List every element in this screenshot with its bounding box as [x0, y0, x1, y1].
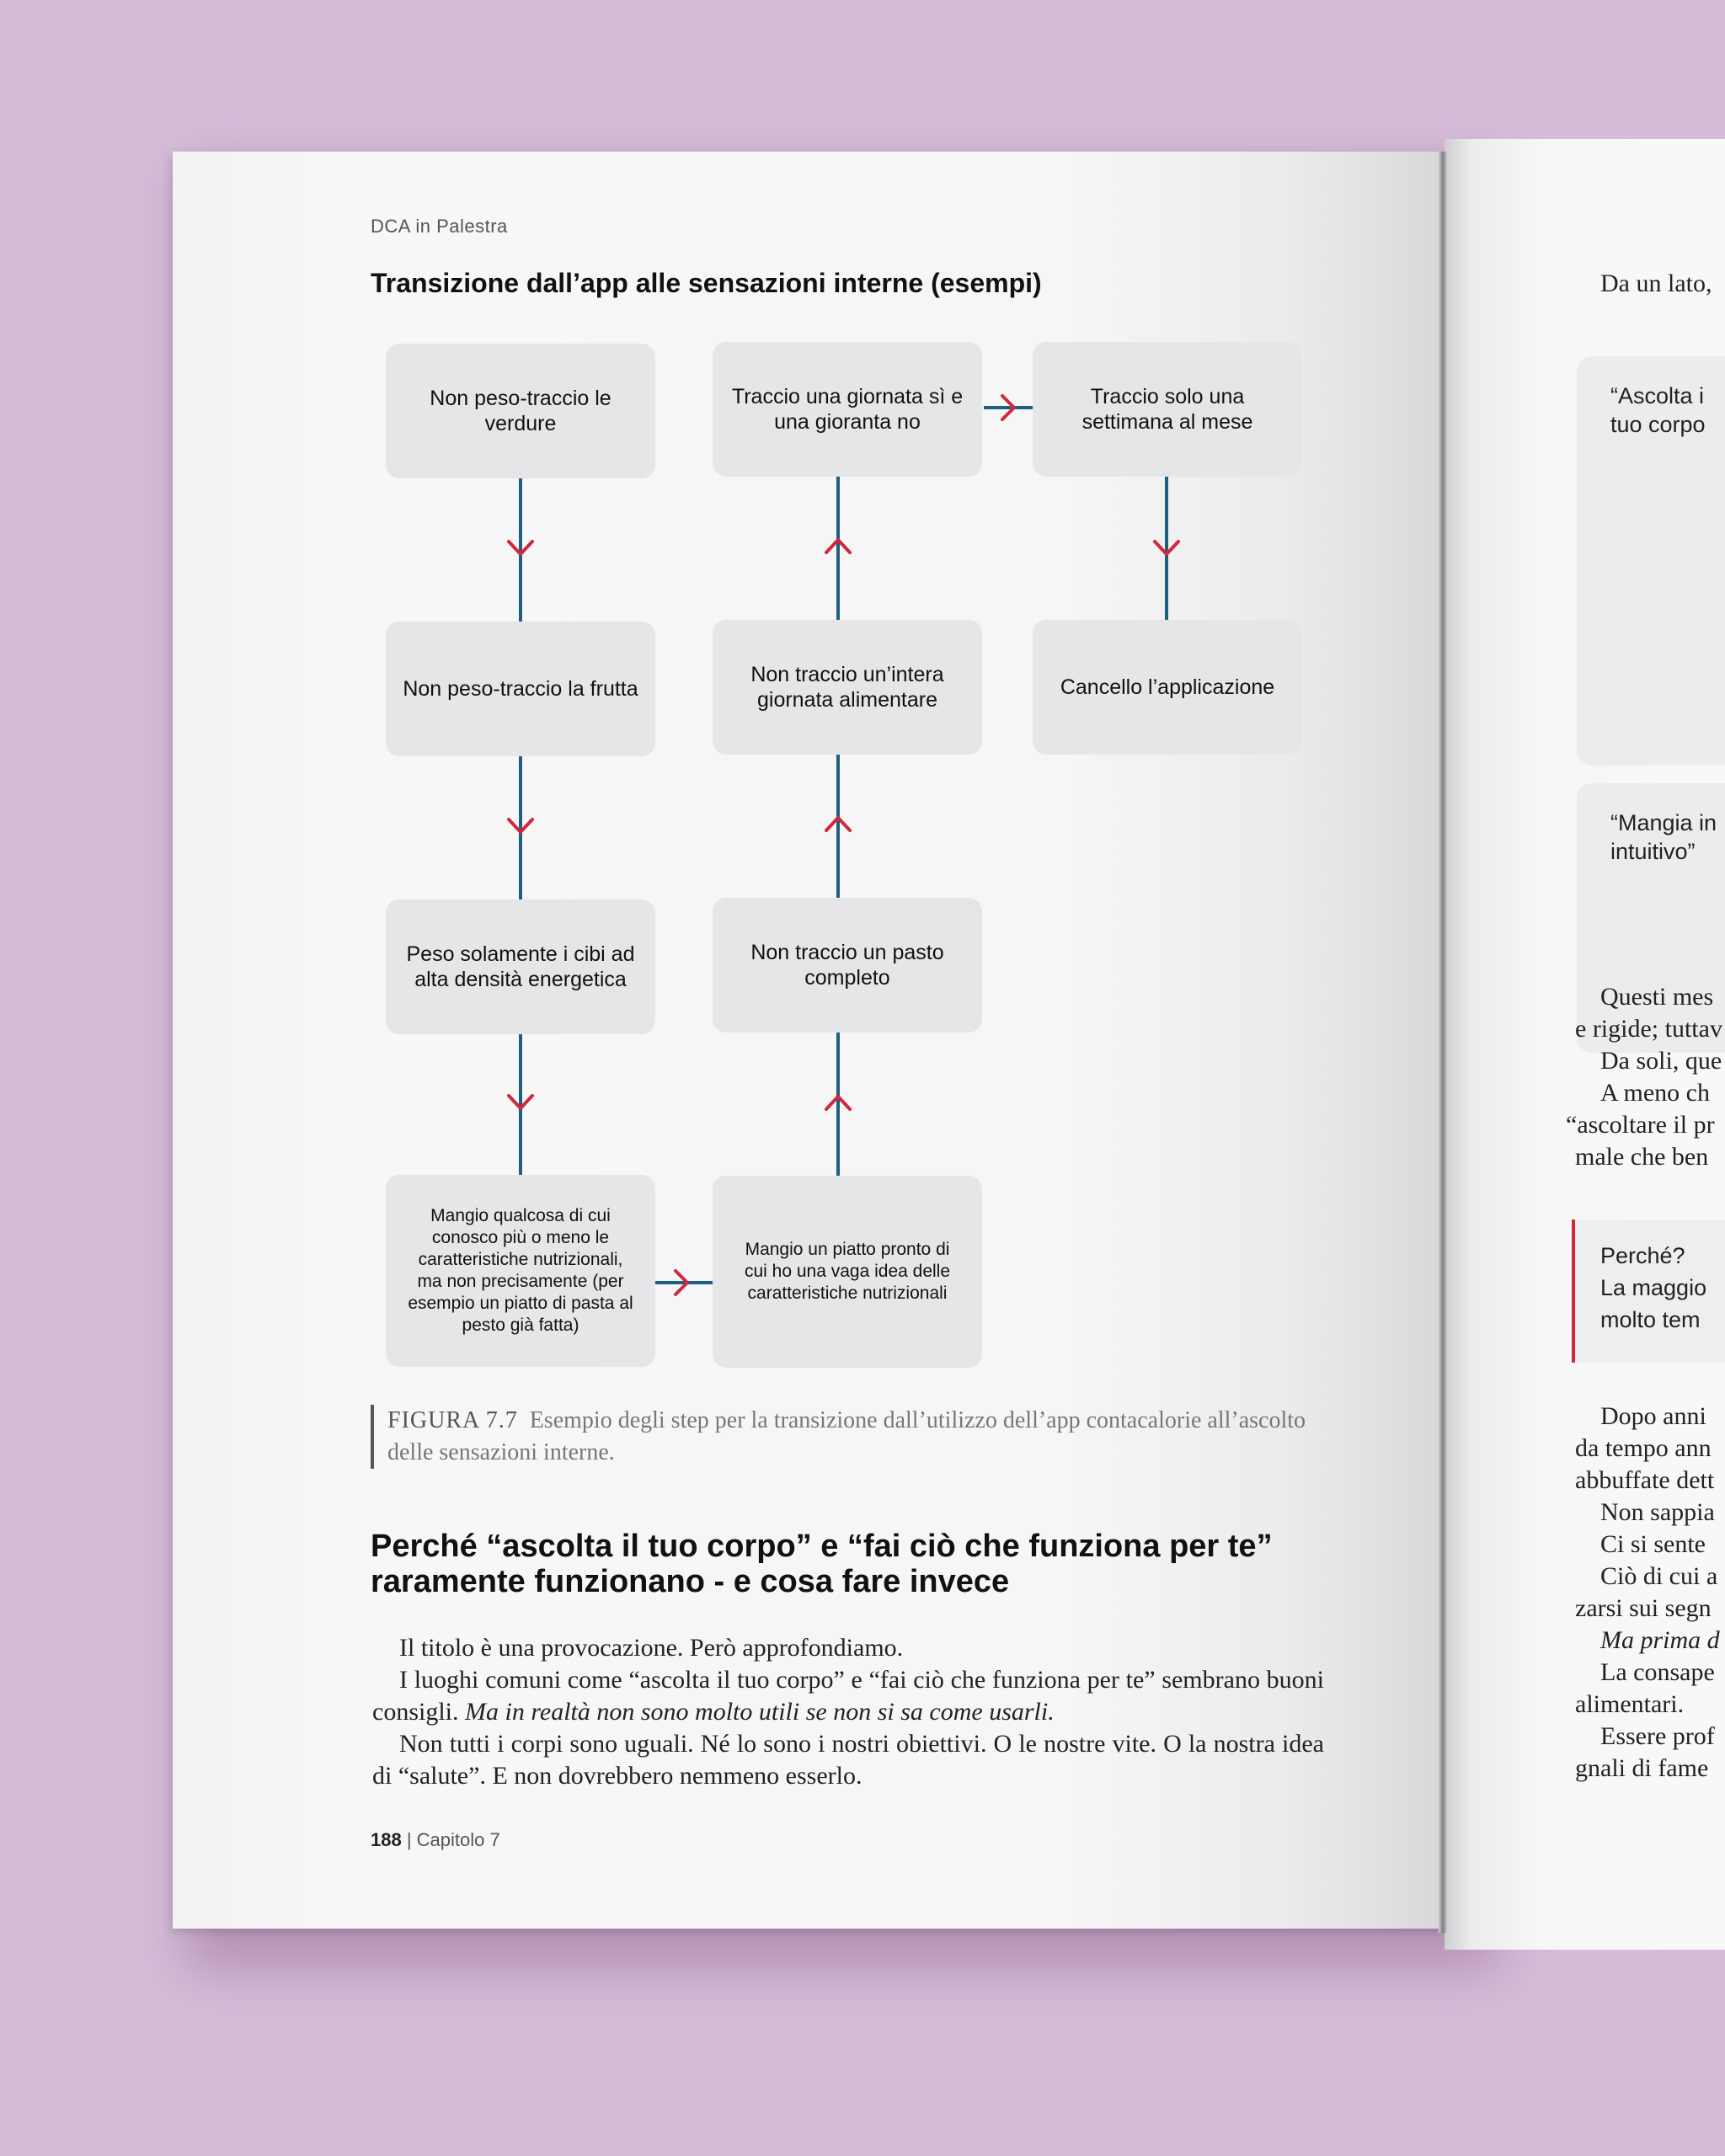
right-line: Dopo anni	[1600, 1402, 1706, 1430]
figure-caption	[371, 1405, 1348, 1469]
flow-box: Non peso-traccio le verdure	[386, 344, 655, 478]
right-page-content	[1445, 139, 1725, 1950]
right-line: Non sappia	[1600, 1498, 1715, 1526]
right-line: “ascoltare il pr	[1566, 1111, 1715, 1139]
flow-box: Mangio qualcosa di cui conosco più o meno le caratteristiche nutrizionali, ma non precisamente (per esempio un piatto di pasta al pesto già fatta)	[386, 1175, 655, 1367]
quote-card	[1577, 356, 1725, 766]
flow-box: Peso solamente i cibi ad alta densità energetica	[386, 899, 655, 1034]
right-line: A meno ch	[1600, 1079, 1710, 1107]
flow-box: Non peso-traccio la frutta	[386, 622, 655, 756]
folio	[371, 1829, 500, 1851]
right-line: La consape	[1600, 1658, 1715, 1686]
section-heading: Perché “ascolta il tuo corpo” e “fai ciò che funziona per te” raramente funzionano - e cosa fare invece	[371, 1529, 1273, 1599]
callout-line: molto tem	[1600, 1307, 1701, 1332]
right-line: abbuffate dett	[1575, 1466, 1715, 1494]
callout-line: Perché?	[1600, 1243, 1685, 1268]
page-number: 188	[371, 1829, 402, 1850]
callout-box	[1572, 1219, 1725, 1363]
figure-title: Transizione dall’app alle sensazioni interne (esempi)	[371, 268, 1042, 298]
right-page-intro: Da un lato,	[1600, 270, 1712, 297]
right-line: gnali di fame	[1575, 1754, 1709, 1782]
callout-line: La maggio	[1600, 1275, 1707, 1300]
right-line: Essere prof	[1600, 1722, 1715, 1750]
right-line: Ma prima d	[1600, 1626, 1720, 1654]
right-line: da tempo ann	[1575, 1434, 1712, 1462]
flow-box: Non traccio un’intera giornata alimentare	[713, 620, 982, 755]
paragraph: I luoghi comuni come “ascolta il tuo corpo” e “fai ciò che funziona per te” sembrano buoni consigli. Ma in realtà non sono molto utili se non si sa come usarli.	[372, 1666, 1324, 1726]
running-head: DCA in Palestra	[371, 216, 508, 237]
right-line: alimentari.	[1575, 1690, 1685, 1718]
right-line: Da soli, que	[1600, 1047, 1722, 1075]
paragraph: Non tutti i corpi sono uguali. Né lo sono i nostri obiettivi. O le nostre vite. O la nostra idea di “salute”. E non dovrebbero nemmeno esserlo.	[372, 1730, 1324, 1790]
right-line: Ciò di cui a	[1600, 1562, 1718, 1590]
caption-text: Esempio degli step per la transizione dall’utilizzo dell’app contacalorie all’ascolto delle sensazioni interne.	[387, 1407, 1306, 1465]
right-line: zarsi sui segn	[1575, 1594, 1712, 1622]
right-line: Questi mes	[1600, 983, 1714, 1011]
flow-box: Non traccio un pasto completo	[713, 898, 982, 1033]
quote-card-text: “Ascolta i tuo corpo	[1610, 383, 1706, 437]
right-line: e rigide; tuttav	[1575, 1015, 1722, 1043]
flow-box: Cancello l’applicazione	[1033, 620, 1302, 755]
right-line: Ci si sente	[1600, 1530, 1706, 1558]
quote-card-text: “Mangia in intuitivo”	[1610, 810, 1717, 864]
right-line: male che ben	[1575, 1143, 1709, 1171]
flow-box: Traccio solo una settimana al mese	[1033, 342, 1302, 477]
figure-label: FIGURA 7.7	[387, 1407, 518, 1433]
flow-box: Traccio una giornata sì e una gioranta no	[713, 342, 982, 477]
flow-box: Mangio un piatto pronto di cui ho una vaga idea delle caratteristiche nutrizionali	[713, 1176, 982, 1368]
chapter-label: | Capitolo 7	[406, 1829, 500, 1850]
paragraph: Il titolo è una provocazione. Però approfondiamo.	[399, 1634, 904, 1662]
body-text	[372, 1632, 1324, 1792]
quote-card	[1577, 783, 1725, 1053]
